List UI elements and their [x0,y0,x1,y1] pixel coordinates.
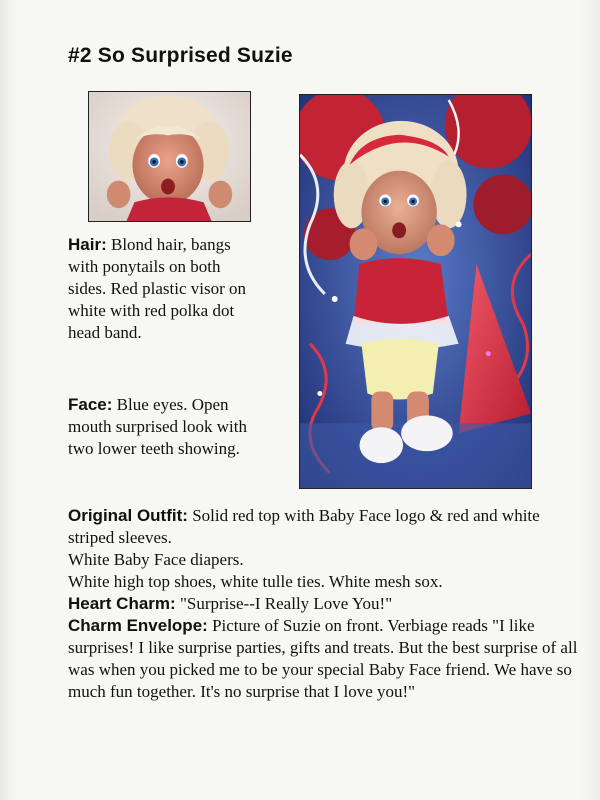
hair-description [68,234,253,344]
hair-label: Hair: [68,235,107,254]
charm-envelope-line [68,615,578,703]
charm-envelope-text: Picture of Suzie on front. Verbiage reads "I like surprises! I like surprise parties, gifts and treats. But the best surprise of all was when you picked me to be your special Baby Face friend. We have so much fun together. It's no surprise that I love you!" [68,616,578,701]
hair-text: Blond hair, bangs with ponytails on both sides. Red plastic visor on white with red polka dot head band. [68,235,247,342]
heart-charm-text: "Surprise--I Really Love You!" [179,594,393,613]
face-label: Face: [68,395,113,414]
outfit-line-3: White high top shoes, white tulle ties. White mesh sox. [68,572,443,591]
outfit-line-2: White Baby Face diapers. [68,550,244,569]
outfit-text-1: Solid red top with Baby Face logo & red and white striped sleeves. [68,506,540,547]
doll-face-closeup-photo [88,91,251,222]
face-description [68,394,253,460]
doll-full-body-photo [299,94,532,489]
heart-charm-line [68,593,578,615]
face-text: Blue eyes. Open mouth surprised look with two lower teeth showing. [68,395,247,458]
outfit-label: Original Outfit: [68,506,188,525]
details-section [68,505,578,703]
page-title: #2 So Surprised Suzie [68,44,293,67]
heart-charm-label: Heart Charm: [68,594,176,613]
charm-envelope-label: Charm Envelope: [68,616,208,635]
outfit-line-1 [68,505,578,549]
